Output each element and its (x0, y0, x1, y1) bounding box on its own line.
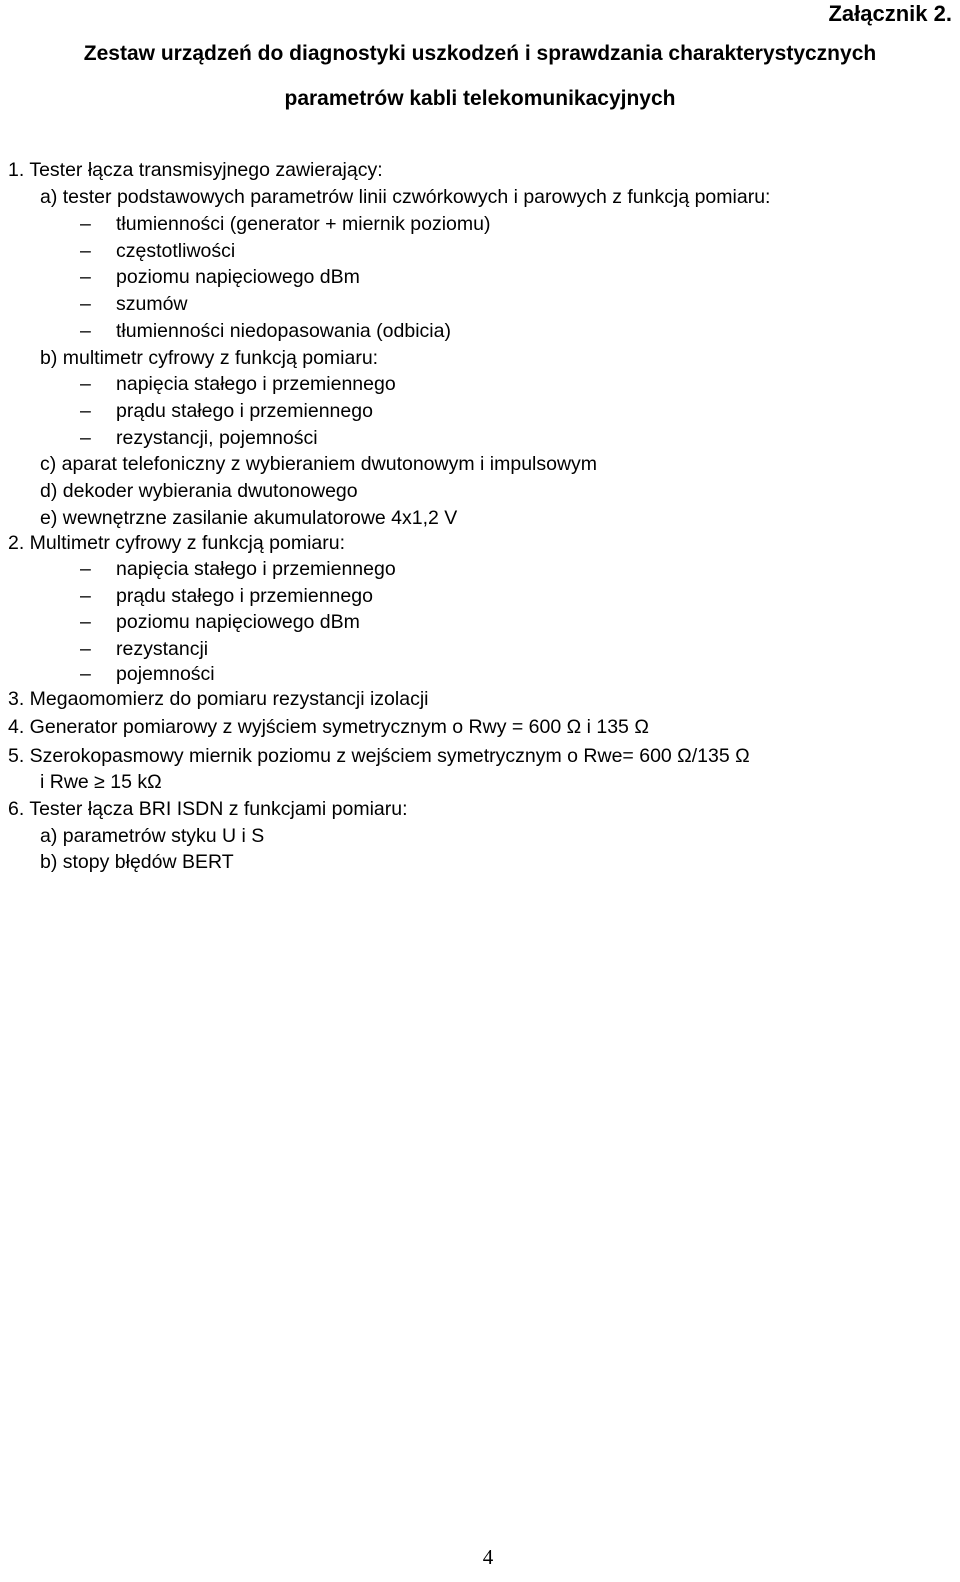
bullet-item: prądu stałego i przemiennego (116, 400, 373, 422)
bullet-item: rezystancji (116, 638, 209, 660)
list-item-3: 3. Megaomomierz do pomiaru rezystancji izolacji (8, 688, 429, 710)
sub-item-1e: e) wewnętrzne zasilanie akumulatorowe 4x1,2 V (40, 507, 458, 529)
dash-bullet: – (80, 293, 91, 315)
sub-item-1b: b) multimetr cyfrowy z funkcją pomiaru: (40, 347, 379, 369)
sub-item-1d: d) dekoder wybierania dwutonowego (40, 480, 358, 502)
bullet-item: poziomu napięciowego dBm (116, 266, 360, 288)
bullet-item: szumów (116, 293, 188, 315)
list-item-6: 6. Tester łącza BRI ISDN z funkcjami pomiaru: (8, 798, 408, 820)
dash-bullet: – (80, 320, 91, 342)
dash-bullet: – (80, 558, 91, 580)
bullet-item: tłumienności (generator + miernik poziomu) (116, 213, 491, 235)
sub-item-6a: a) parametrów styku U i S (40, 825, 265, 847)
list-item-2: 2. Multimetr cyfrowy z funkcją pomiaru: (8, 532, 346, 554)
dash-bullet: – (80, 585, 91, 607)
annex-label: Załącznik 2. (828, 1, 952, 26)
bullet-item: rezystancji, pojemności (116, 427, 318, 449)
list-item-5-continuation: i Rwe ≥ 15 kΩ (40, 771, 162, 793)
dash-bullet: – (80, 266, 91, 288)
sub-item-1c: c) aparat telefoniczny z wybieraniem dwutonowym i impulsowym (40, 453, 598, 475)
bullet-item: napięcia stałego i przemiennego (116, 373, 396, 395)
bullet-item: pojemności (116, 663, 215, 685)
dash-bullet: – (80, 400, 91, 422)
dash-bullet: – (80, 638, 91, 660)
sub-item-6b: b) stopy błędów BERT (40, 851, 234, 873)
dash-bullet: – (80, 213, 91, 235)
document-title-line-1: Zestaw urządzeń do diagnostyki uszkodzeń i sprawdzania charakterystycznych (83, 42, 877, 65)
bullet-item: tłumienności niedopasowania (odbicia) (116, 320, 451, 342)
dash-bullet: – (80, 611, 91, 633)
dash-bullet: – (80, 373, 91, 395)
sub-item-1a: a) tester podstawowych parametrów linii czwórkowych i parowych z funkcją pomiaru: (40, 186, 771, 208)
list-item-4: 4. Generator pomiarowy z wyjściem symetrycznym o Rwy = 600 Ω i 135 Ω (8, 716, 649, 738)
dash-bullet: – (80, 663, 91, 685)
bullet-item: prądu stałego i przemiennego (116, 585, 373, 607)
document-title-line-2: parametrów kabli telekomunikacyjnych (284, 87, 676, 110)
bullet-item: częstotliwości (116, 240, 236, 262)
list-item-1: 1. Tester łącza transmisyjnego zawierający: (8, 159, 383, 181)
page-number: 4 (482, 1545, 494, 1569)
dash-bullet: – (80, 427, 91, 449)
bullet-item: napięcia stałego i przemiennego (116, 558, 396, 580)
list-item-5: 5. Szerokopasmowy miernik poziomu z wejściem symetrycznym o Rwe= 600 Ω/135 Ω (8, 745, 750, 767)
bullet-item: poziomu napięciowego dBm (116, 611, 360, 633)
dash-bullet: – (80, 240, 91, 262)
